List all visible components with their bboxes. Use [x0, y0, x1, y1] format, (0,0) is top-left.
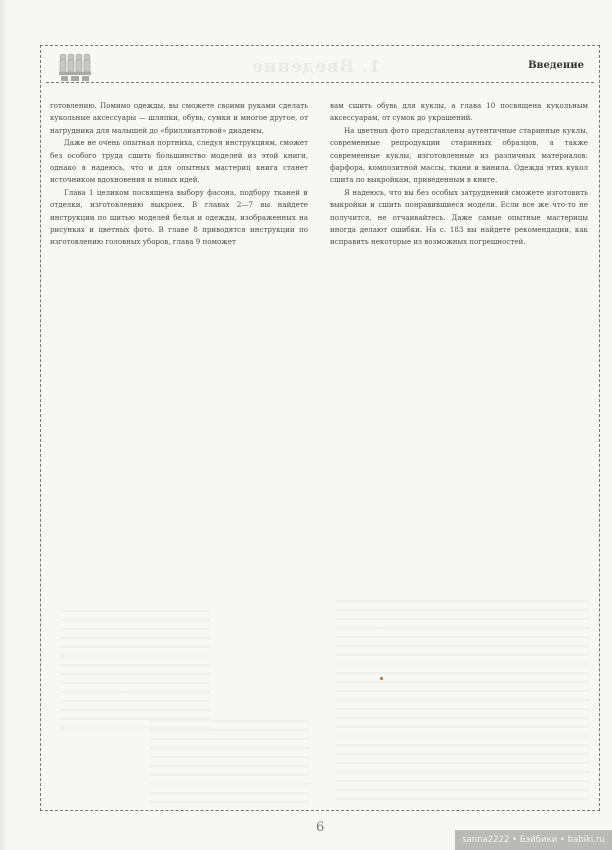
- running-header: [46, 52, 594, 83]
- text-column-left: [50, 100, 308, 249]
- bleed-through-shadow: [335, 600, 590, 800]
- paragraph: Глава 1 целиком посвящена выбору фасона, подбору тканей и отделки, изготовлению выкроек. В главах 2—7 вы найдете инструкции по шитью моделей белья и одежды, изображенных на рисунках и цветных фото. В главе 8 приводятся инструкции по изготовлению головных уборов, глава 9 поможет: [50, 187, 308, 247]
- text-column-right: [330, 100, 588, 249]
- section-title: Введение: [528, 60, 584, 71]
- paragraph: вам сшить обувь для куклы, а глава 10 посвящена кукольным аксессуарам, от сумок до украшений.: [330, 101, 588, 123]
- paragraph: готовлению. Помимо одежды, вы сможете своими руками сделать кукольные аксессуары — шляпки, обувь, сумки и многое другое, от нагрудника для малышей до «бриллиантовой» диадемы.: [50, 101, 308, 135]
- page-number: 6: [316, 820, 325, 835]
- watermark: sanna2222 • Бэйбики • babiki.ru: [455, 830, 612, 850]
- page-edge-shadow: [0, 0, 8, 850]
- dolls-logo-icon: [58, 52, 94, 82]
- bleed-through-shadow: [60, 610, 210, 730]
- paragraph: На цветных фото представлены аутентичные старинные куклы, современные репродукции старинных образцов, а также современные куклы, изготовленные из различных материалов: фарфора, композитной массы, ткани и винила. Одежда этих кукол сшита по выкройкам, приведенным в книге.: [330, 125, 588, 185]
- bleed-through-title: 1. Введение: [251, 57, 381, 77]
- bleed-through-shadow: [150, 720, 310, 805]
- paragraph: Даже не очень опытная портниха, следуя инструкциям, сможет без особого труда сшить большинство моделей из этой книги, однако я надеюсь, что и для опытных мастериц книга станет источником вдохновения и новых идей.: [50, 138, 308, 185]
- paragraph: Я надеюсь, что вы без особых затруднений сможете изготовить выкройки и сшить понравившиеся модели. Если все же что-то не получится, не отчаивайтесь. Даже самые опытные мастерицы иногда делают ошибки. На с. 183 вы найдете рекомендации, как исправить некоторые из возможных погрешностей.: [330, 187, 588, 247]
- paper-speck: [380, 677, 383, 680]
